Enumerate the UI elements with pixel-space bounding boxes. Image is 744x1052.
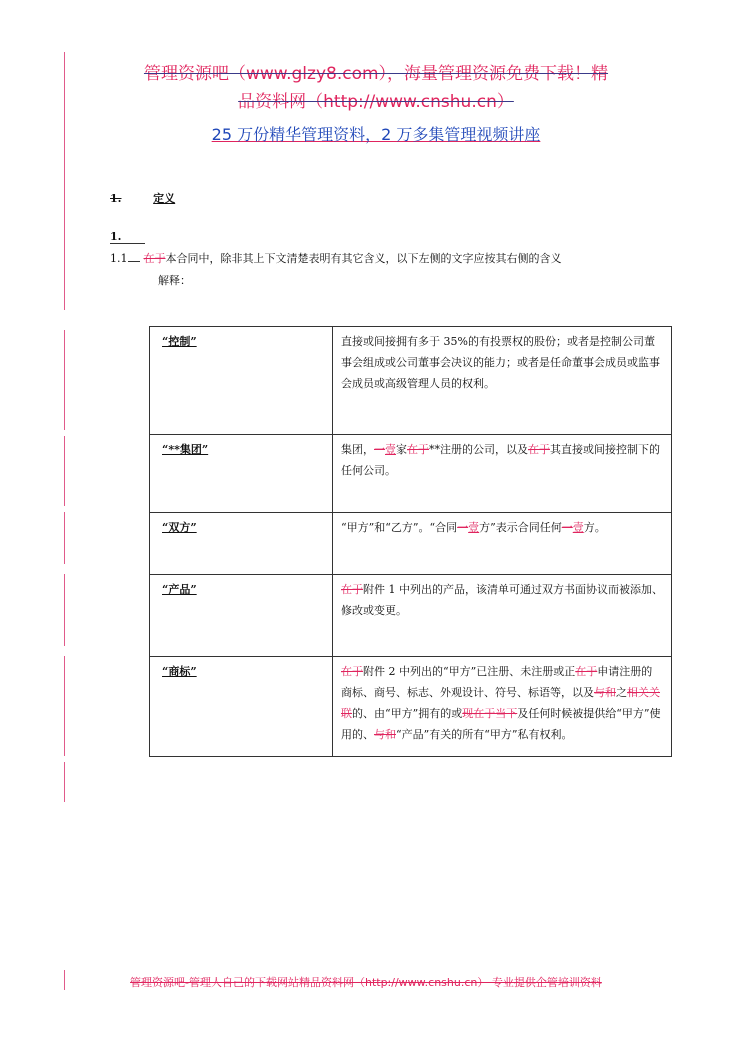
header-line-2[interactable]: 25 万份精华管理资料，2 万多集管理视频讲座 xyxy=(211,125,541,144)
definition-cell: 在于附件 1 中列出的产品，该清单可通过双方书面协议而被添加、修改或变更。 xyxy=(333,575,672,657)
definition-cell: “甲方”和“乙方”。“合同一壹方”表示合同任何一壹方。 xyxy=(333,513,672,575)
definition-cell: 直接或间接拥有多于 35%的有投票权的股份；或者是控制公司董事会组成或公司董事会决议的能力；或者是任命董事会成员或监事会成员或高级管理人员的权利。 xyxy=(333,327,672,435)
clause-number: 1.1 xyxy=(110,252,128,265)
table-row xyxy=(150,513,672,575)
table-row xyxy=(150,435,672,513)
revision-bar xyxy=(64,970,65,990)
revision-bar xyxy=(64,512,65,564)
header-line-1a[interactable]: 管理资源吧（www.glzy8.com），海量管理资源免费下载！精 xyxy=(143,64,609,84)
revision-bar xyxy=(64,330,65,430)
table-row xyxy=(150,575,672,657)
clause-text-cont: 解释： xyxy=(158,274,191,287)
term-cell: “双方” xyxy=(150,513,333,575)
section-number: 1. xyxy=(110,192,122,205)
footer-link[interactable]: 管理资源吧-管理人自己的下载网站精品资料网（http://www.cnshu.cn） 专业提供企管培训资料 xyxy=(130,976,602,989)
definition-cell: 在于附件 2 中列出的“甲方”已注册、未注册或正在于申请注册的商标、商号、标志、外观设计、符号、标语等，以及与和之相关关联的、由“甲方”拥有的或现在于当下及任何时候被提供给“甲方”使用的、与和“产品”有关的所有“甲方”私有权利。 xyxy=(333,657,672,757)
header-line-1b[interactable]: 品资料网（http://www.cnshu.cn） xyxy=(238,92,514,112)
deleted-word: 在于 xyxy=(143,252,166,265)
clause-text: 本合同中，除非其上下文清楚表明有其它含义，以下左侧的文字应按其右侧的含义 xyxy=(165,252,562,265)
revision-bar xyxy=(64,574,65,646)
term-cell: “控制” xyxy=(150,327,333,435)
revision-bar xyxy=(64,52,65,310)
table-row xyxy=(150,657,672,757)
term-cell: “**集团” xyxy=(150,435,333,513)
header-subtitle xyxy=(96,122,656,145)
subsection-number: 1. xyxy=(110,230,145,243)
term-cell: “产品” xyxy=(150,575,333,657)
term-cell: “商标” xyxy=(150,657,333,757)
revision-bar xyxy=(64,762,65,802)
clause-1-1 xyxy=(110,248,670,292)
definition-cell: 集团，一壹家在于**注册的公司，以及在于其直接或间接控制下的任何公司。 xyxy=(333,435,672,513)
header-banner xyxy=(96,60,656,116)
section-heading xyxy=(110,190,175,206)
revision-bar xyxy=(64,656,65,756)
section-title: 定义 xyxy=(153,192,176,205)
table-row xyxy=(150,327,672,435)
revision-bar xyxy=(64,436,65,506)
definitions-table xyxy=(149,326,672,757)
